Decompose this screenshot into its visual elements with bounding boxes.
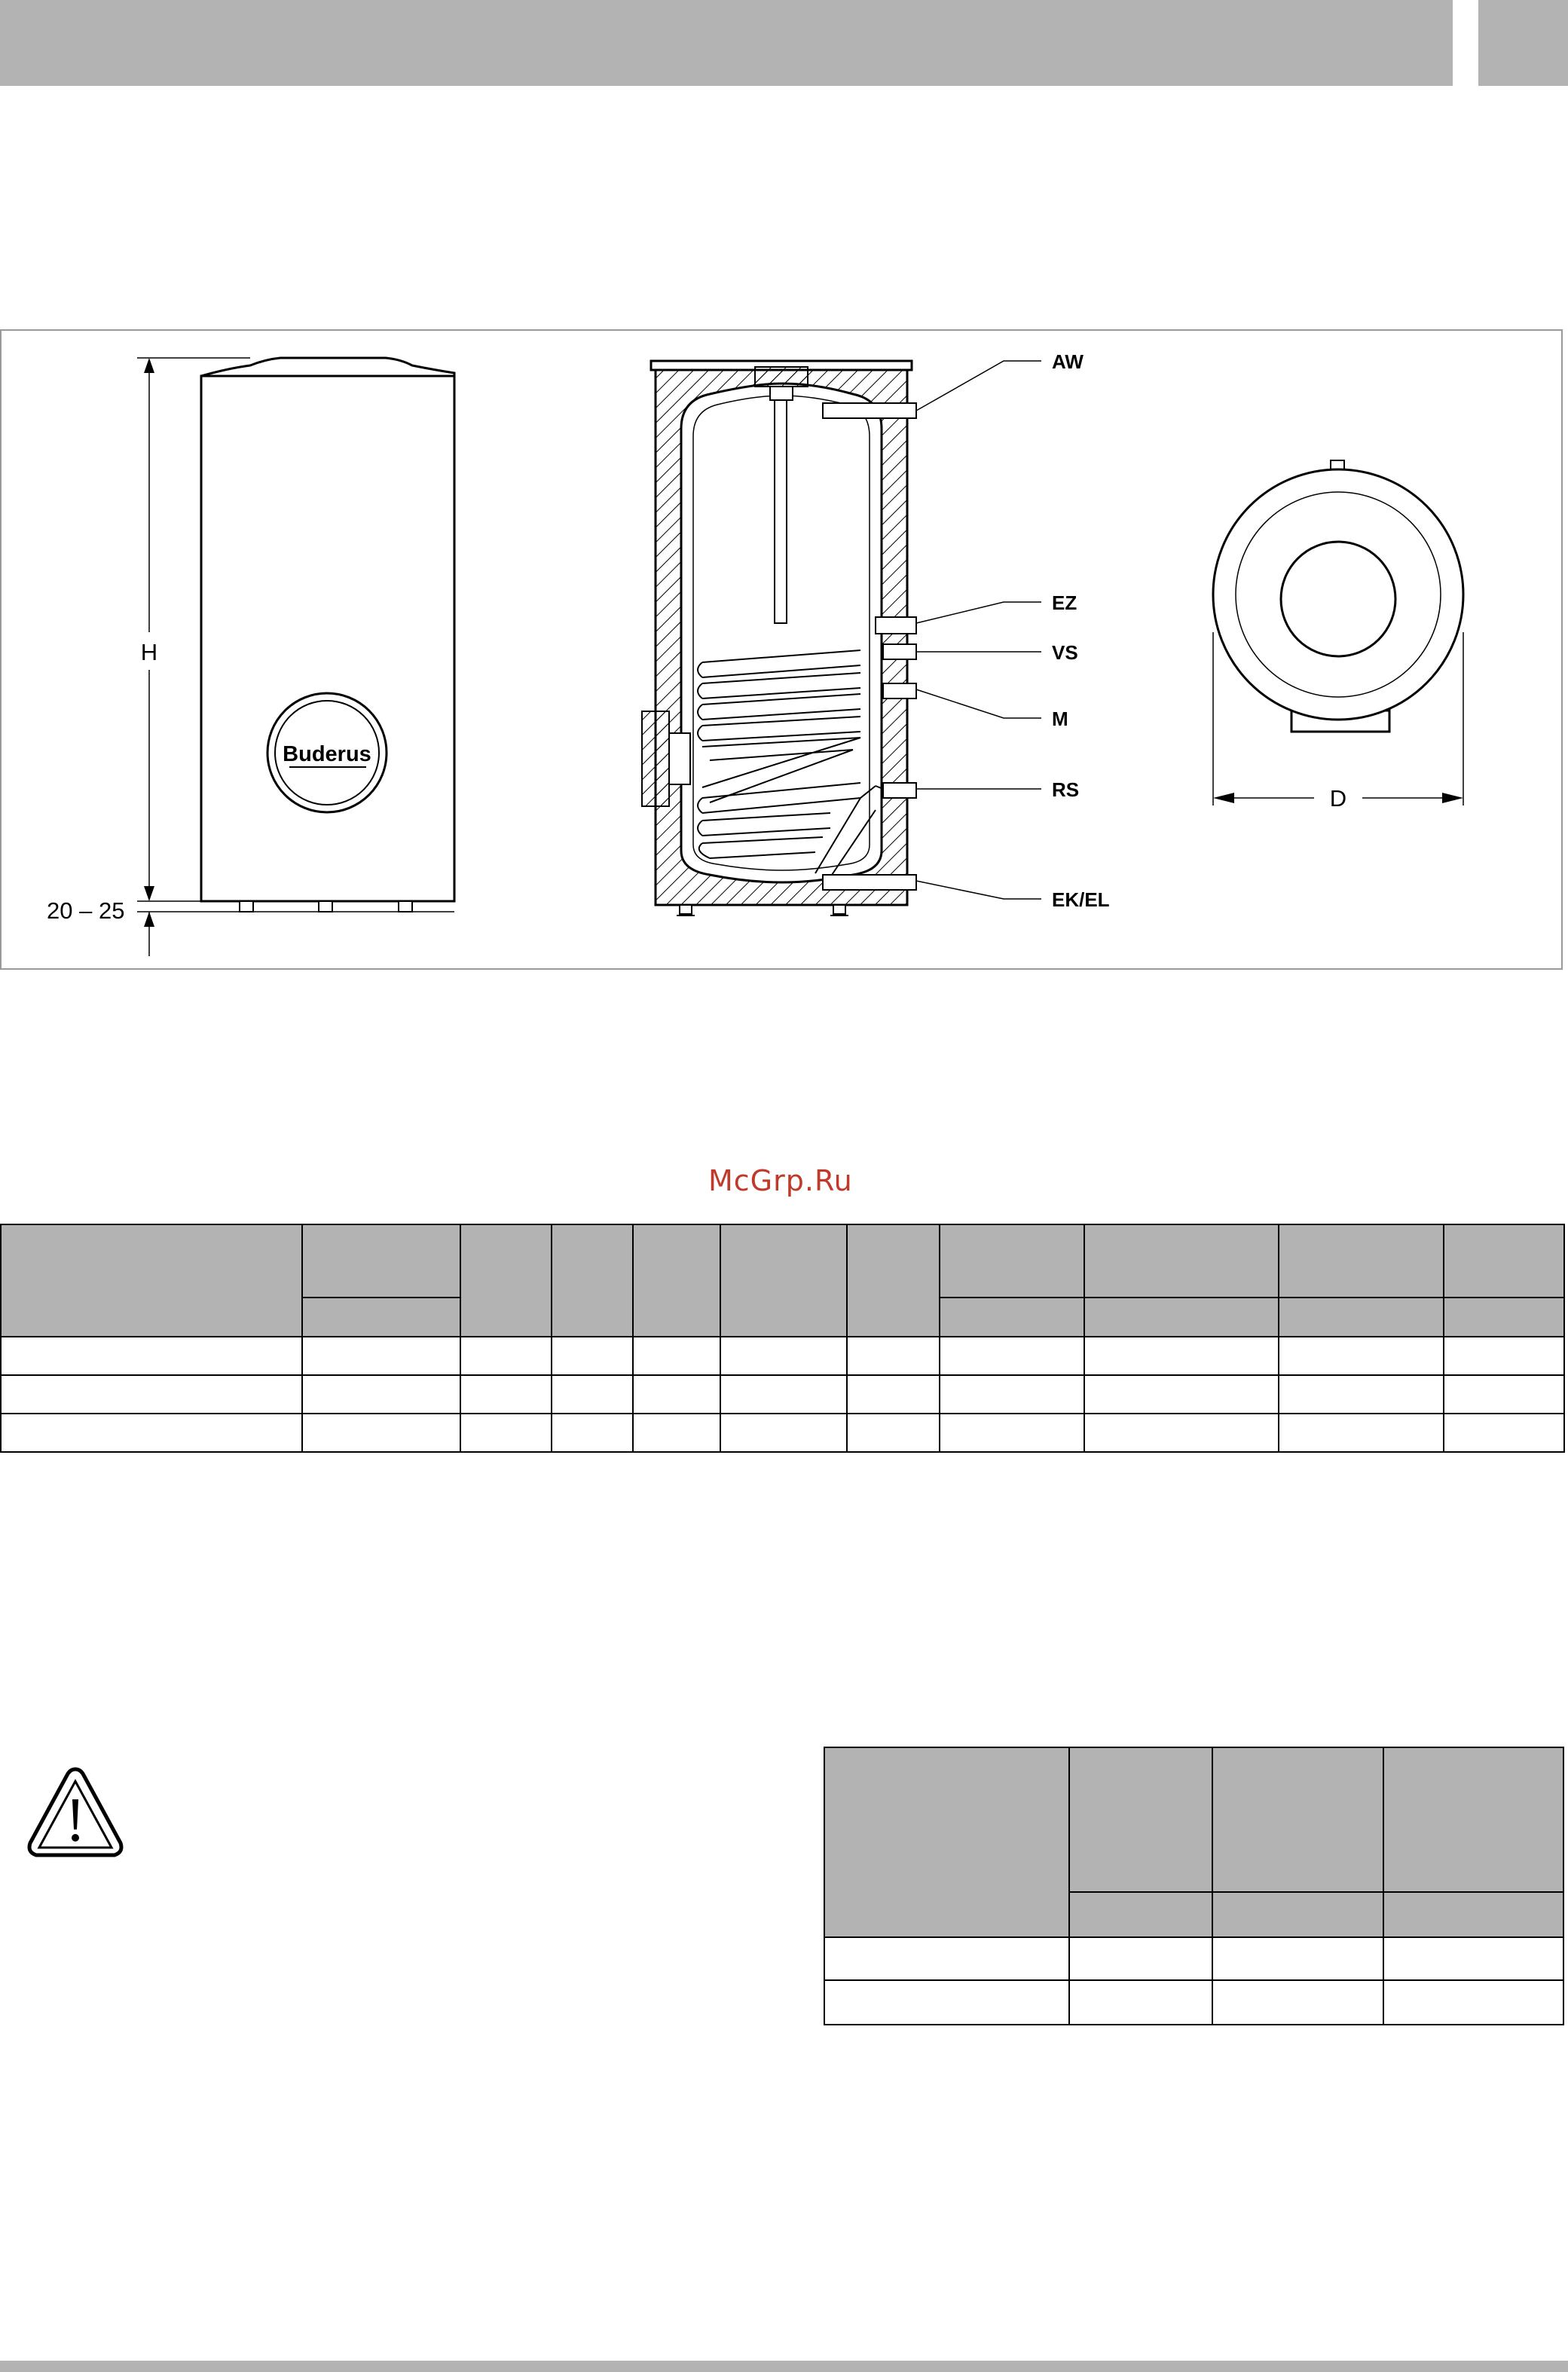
connection-label-ek-el: EK/EL <box>1052 888 1110 911</box>
unit-cell <box>1383 1892 1563 1937</box>
table-header-row <box>1 1224 1564 1298</box>
diameter-label: D <box>1329 785 1347 812</box>
section-view <box>642 350 1110 915</box>
header-cell <box>1084 1224 1279 1298</box>
table-row <box>824 1937 1563 1980</box>
header-cell <box>302 1224 461 1298</box>
unit-cell <box>1084 1298 1279 1337</box>
unit-cell <box>1212 1892 1384 1937</box>
footer-bar <box>0 2361 1568 2372</box>
header-cell <box>1069 1747 1212 1892</box>
unit-cell <box>1444 1298 1564 1337</box>
header-cell <box>940 1224 1084 1298</box>
table-header-row <box>824 1747 1563 1892</box>
header-cell <box>1 1224 302 1337</box>
header-cell <box>460 1224 552 1337</box>
header-cell <box>1444 1224 1564 1298</box>
header-cell <box>633 1224 720 1337</box>
unit-cell <box>940 1298 1084 1337</box>
unit-cell <box>302 1298 461 1337</box>
header-cell <box>552 1224 633 1337</box>
header-cell <box>1212 1747 1384 1892</box>
brand-logo: Buderus <box>283 742 371 766</box>
connection-label-m: M <box>1052 708 1068 730</box>
connection-label-aw: AW <box>1052 350 1084 373</box>
header-page-tab <box>1478 0 1568 86</box>
connection-label-vs: VS <box>1052 641 1078 664</box>
feet-gap-label: 20 – 25 <box>47 897 125 924</box>
technical-data-table <box>0 1224 1565 1453</box>
connection-label-rs: RS <box>1052 778 1080 801</box>
top-view <box>1213 460 1463 812</box>
table-row <box>824 1980 1563 2025</box>
unit-cell <box>1279 1298 1444 1337</box>
secondary-data-table <box>824 1747 1564 2025</box>
table-row <box>1 1337 1564 1375</box>
connection-label-ez: EZ <box>1052 591 1077 614</box>
dimension-figure <box>0 329 1563 970</box>
header-cell <box>1383 1747 1563 1892</box>
header-cell <box>824 1747 1069 1937</box>
header-cell <box>720 1224 847 1337</box>
warning-icon <box>26 1765 125 1861</box>
table-row <box>1 1375 1564 1414</box>
table-row <box>1 1414 1564 1452</box>
height-label: H <box>140 639 158 665</box>
unit-cell <box>1069 1892 1212 1937</box>
header-bar <box>0 0 1453 86</box>
header-cell <box>847 1224 940 1337</box>
front-view <box>47 358 454 956</box>
watermark: McGrp.Ru <box>708 1164 853 1197</box>
header-cell <box>1279 1224 1444 1298</box>
